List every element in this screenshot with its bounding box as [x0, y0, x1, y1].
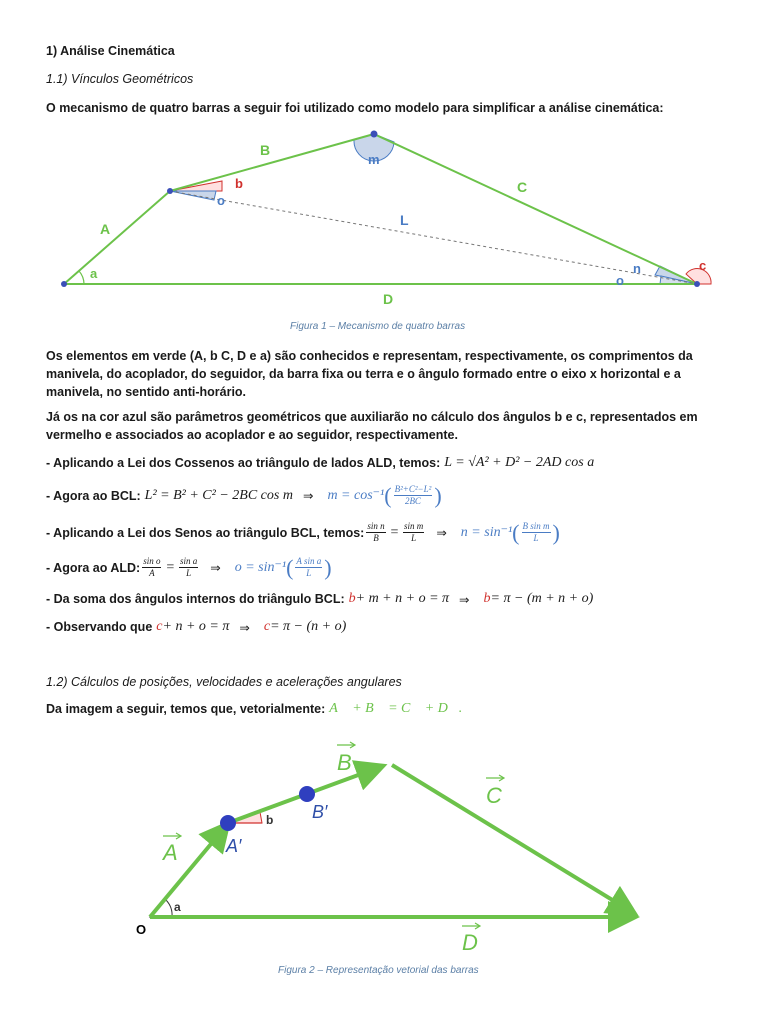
equation-1-text: - Aplicando a Lei dos Cossenos ao triângulo de lados ALD, temos:	[46, 456, 441, 470]
label-B: B	[260, 142, 271, 158]
label-D: D	[462, 930, 478, 955]
implies-arrow: ⇒	[210, 561, 221, 575]
equation-3-fraction-result	[522, 521, 551, 544]
figure-1-caption: Figura 1 – Mecanismo de quatro barras	[290, 321, 466, 332]
equation-4-result: o = sin⁻¹	[234, 560, 287, 575]
equation-4-fraction-result	[295, 556, 322, 579]
equation-3-text: - Aplicando a Lei dos Senos ao triângulo BCL, temos:	[46, 525, 365, 540]
equation-6-c: c	[156, 619, 163, 634]
fraction-numerator: sin o	[143, 556, 161, 566]
equation-2-math: L² = B² + C² − 2BC cos m	[144, 487, 293, 503]
label-a: a	[90, 266, 98, 281]
equation-5-result-rest: = π − (m + n + o)	[490, 591, 594, 606]
fraction-denominator: L	[533, 533, 539, 543]
equation-6-result-rest: = π − (n + o)	[270, 619, 347, 634]
fraction-numerator: A sin a	[296, 556, 322, 566]
figure-1-mechanism	[50, 126, 720, 306]
label-L: L	[400, 212, 409, 228]
label-o1: o	[217, 193, 225, 208]
equation-6-result-c: c	[263, 619, 271, 634]
label-A-prime: A′	[226, 836, 242, 856]
fraction-numerator: sin a	[179, 556, 198, 566]
fraction-denominator: L	[411, 533, 417, 543]
label-A: A	[163, 840, 178, 865]
label-b: b	[266, 813, 274, 827]
equation-4-text: - Agora ao ALD:	[46, 560, 141, 575]
label-A: A	[100, 221, 111, 237]
label-n: n	[633, 261, 641, 276]
equation-2-text: - Agora ao BCL:	[46, 488, 141, 503]
vector-equation-line	[46, 701, 462, 717]
intro-paragraph: O mecanismo de quatro barras a seguir foi utilizado como modelo para simplificar a análise cinemática:	[46, 101, 664, 115]
equation-4-fraction-2	[179, 556, 198, 579]
equation-law-of-cosines-ald	[46, 455, 594, 471]
implies-arrow: ⇒	[436, 526, 447, 540]
fraction-denominator: L	[186, 568, 192, 578]
subsection-2-title: 1.2) Cálculos de posições, velocidades e acelerações angulares	[46, 675, 402, 689]
paren-close: )	[434, 482, 442, 508]
label-b: b	[235, 176, 243, 191]
label-c: c	[699, 258, 707, 273]
equation-3-fraction-1	[366, 521, 385, 544]
equals-sign: =	[165, 559, 175, 575]
fraction-numerator: sin m	[404, 521, 424, 531]
label-B-prime: B′	[312, 802, 328, 822]
fraction-denominator: 2BC	[404, 496, 421, 506]
implies-arrow: ⇒	[239, 620, 250, 635]
equation-5-result-b: b	[483, 591, 491, 606]
paren-close: )	[324, 554, 332, 580]
paren-open: (	[512, 519, 520, 545]
implies-arrow: ⇒	[302, 489, 314, 503]
subsection-title: 1.1) Vínculos Geométricos	[46, 72, 194, 86]
fraction-denominator: B	[373, 533, 379, 543]
implies-arrow: ⇒	[459, 592, 470, 607]
equation-1-math: L = √A² + D² − 2AD cos a	[444, 455, 595, 470]
label-m: m	[368, 152, 380, 167]
figure-2-caption: Figura 2 – Representação vetorial das barras	[278, 965, 479, 976]
equation-5-rest: + m + n + o = π	[355, 591, 450, 606]
paragraph-blue-elements: Já os na cor azul são parâmetros geométricos que auxiliarão no cálculo dos ângulos b e c, representados em vermelho e associados ao acoplador e ao seguidor, respectivamente.	[46, 410, 698, 442]
label-a: a	[174, 900, 181, 914]
fraction-numerator: B²+C²−L²	[394, 484, 432, 494]
fraction-numerator: sin n	[367, 521, 385, 531]
fraction-denominator: L	[306, 568, 312, 578]
label-D: D	[383, 291, 394, 306]
equation-c	[46, 619, 346, 635]
equation-angle-sum-bcl	[46, 591, 593, 607]
section-title: 1) Análise Cinemática	[46, 44, 175, 58]
equation-law-of-sines-bcl	[46, 521, 560, 544]
paren-close: )	[552, 519, 560, 545]
equation-6-text: - Observando que	[46, 620, 153, 634]
label-C: C	[517, 179, 528, 195]
label-origin-O: O	[136, 922, 147, 937]
equation-5-text: - Da soma dos ângulos internos do triângulo BCL:	[46, 592, 345, 606]
equation-4-fraction-1	[142, 556, 161, 579]
paren-open: (	[286, 554, 294, 580]
equation-6-rest: + n + o = π	[162, 619, 230, 634]
equation-2-result: m = cos⁻¹	[327, 488, 385, 503]
fraction-denominator: A	[149, 568, 155, 578]
label-o2: o	[616, 273, 624, 288]
label-C: C	[486, 783, 502, 808]
equation-5-b: b	[348, 591, 356, 606]
vector-intro-text: Da imagem a seguir, temos que, vetorialmente:	[46, 702, 326, 716]
figure-2-vectors	[120, 730, 660, 960]
label-B: B	[337, 750, 352, 775]
vector-equation: A⃗ + B⃗ = C⃗ + D⃗.	[329, 701, 463, 716]
equation-3-fraction-2	[403, 521, 424, 544]
equation-bcl	[46, 484, 442, 507]
equation-2-fraction	[394, 484, 433, 507]
fraction-numerator: B sin m	[522, 521, 550, 531]
paren-open: (	[384, 482, 392, 508]
equation-ald-sines	[46, 556, 332, 579]
equation-3-result: n = sin⁻¹	[460, 525, 513, 540]
equals-sign: =	[389, 524, 400, 540]
paragraph-green-elements: Os elementos em verde (A, b C, D e a) são conhecidos e representam, respectivamente, os comprimentos da manivela, do acoplador, do seguidor, da barra fixa ou terra e o ângulo formado entre o eixo x horizontal e a manivela, no sentido anti-horário.	[46, 349, 693, 399]
